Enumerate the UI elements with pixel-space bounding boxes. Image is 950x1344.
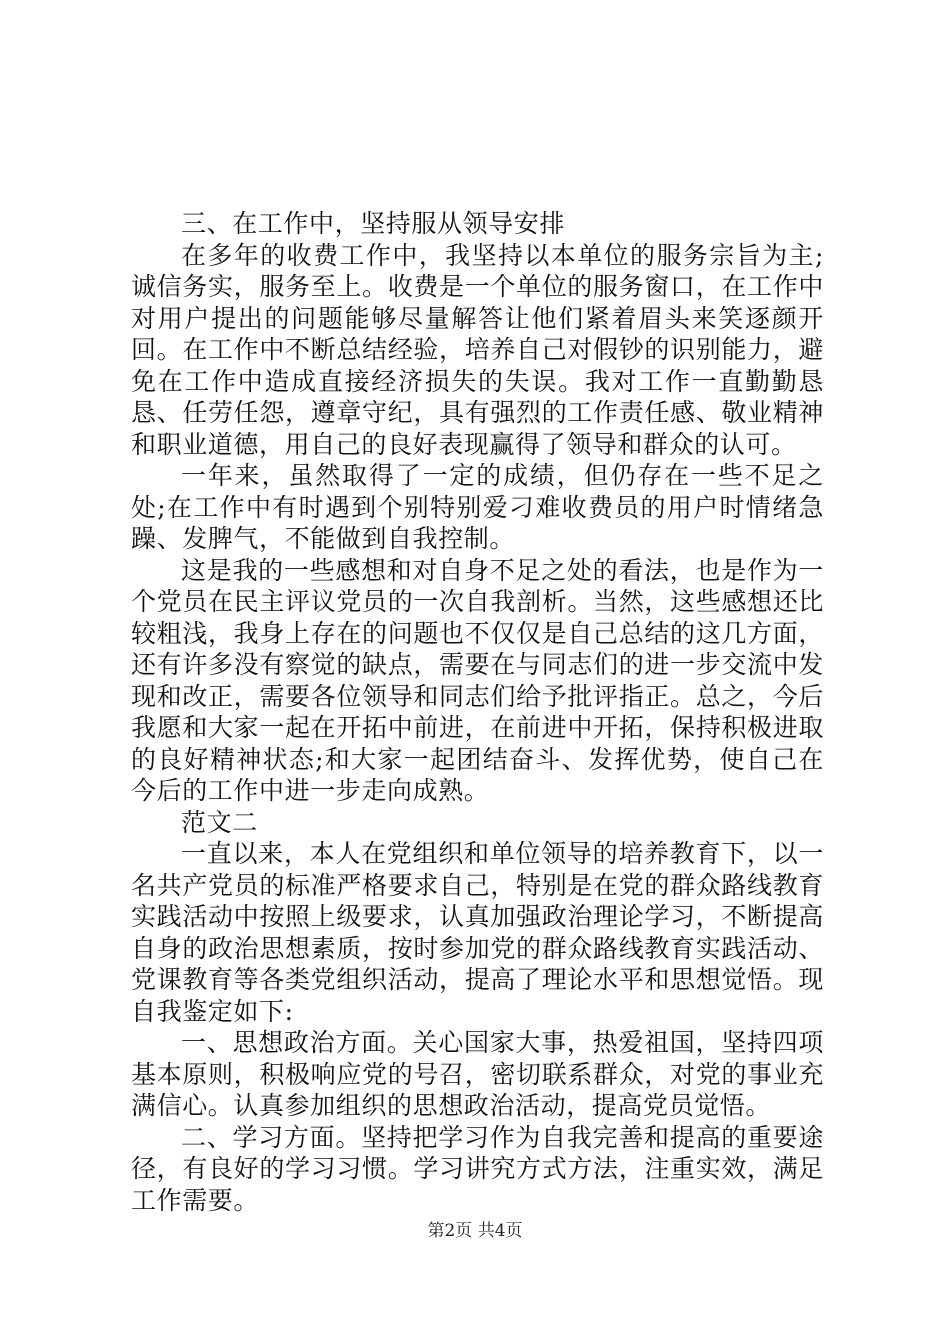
paragraph: 在多年的收费工作中，我坚持以本单位的服务宗旨为主;诚信务实，服务至上。收费是一个单位的服务窗口，在工作中对用户提出的问题能够尽量解答让他们紧着眉头来笑逐颜开回。在工作中不断总结经验，培养自己对假钞的识别能力，避免在工作中造成直接经济损失的失误。我对工作一直勤勤恳恳、任劳任怨，遵章守纪，具有强烈的工作责任感、敬业精神和职业道德，用自己的良好表现赢得了领导和群众的认可。	[131, 240, 824, 459]
paragraph: 二、学习方面。坚持把学习作为自我完善和提高的重要途径，有良好的学习习惯。学习讲究方式方法，注重实效，满足工作需要。	[131, 1122, 824, 1215]
paragraph: 这是我的一些感想和对自身不足之处的看法，也是作为一个党员在民主评议党员的一次自我剖析。当然，这些感想还比较粗浅，我身上存在的问题也不仅仅是自己总结的这几方面，还有许多没有察觉的缺点，需要在与同志们的进一步交流中发现和改正，需要各位领导和同志们给予批评指正。总之，今后我愿和大家一起在开拓中前进，在前进中开拓，保持积极进取的良好精神状态;和大家一起团结奋斗、发挥优势，使自己在今后的工作中进一步走向成熟。	[131, 555, 824, 805]
paragraph: 一年来，虽然取得了一定的成绩，但仍存在一些不足之处;在工作中有时遇到个别特别爱刁难收费员的用户时情绪急躁、发脾气，不能做到自我控制。	[131, 461, 824, 553]
document-body	[131, 208, 824, 1216]
paragraph: 一直以来，本人在党组织和单位领导的培养教育下，以一名共产党员的标准严格要求自己，特别是在党的群众路线教育实践活动中按照上级要求，认真加强政治理论学习，不断提高自身的政治思想素质，按时参加党的群众路线教育实践活动、党课教育等各类党组织活动，提高了理论水平和思想觉悟。现自我鉴定如下:	[131, 839, 824, 1026]
page-number: 第2页 共4页	[427, 1221, 523, 1241]
section-heading-3: 三、在工作中，坚持服从领导安排	[181, 209, 566, 238]
sample-heading: 范文二	[181, 807, 258, 837]
paragraph: 一、思想政治方面。关心国家大事，热爱祖国，坚持四项基本原则，积极响应党的号召，密切联系群众，对党的事业充满信心。认真参加组织的思想政治活动，提高党员觉悟。	[131, 1028, 824, 1120]
